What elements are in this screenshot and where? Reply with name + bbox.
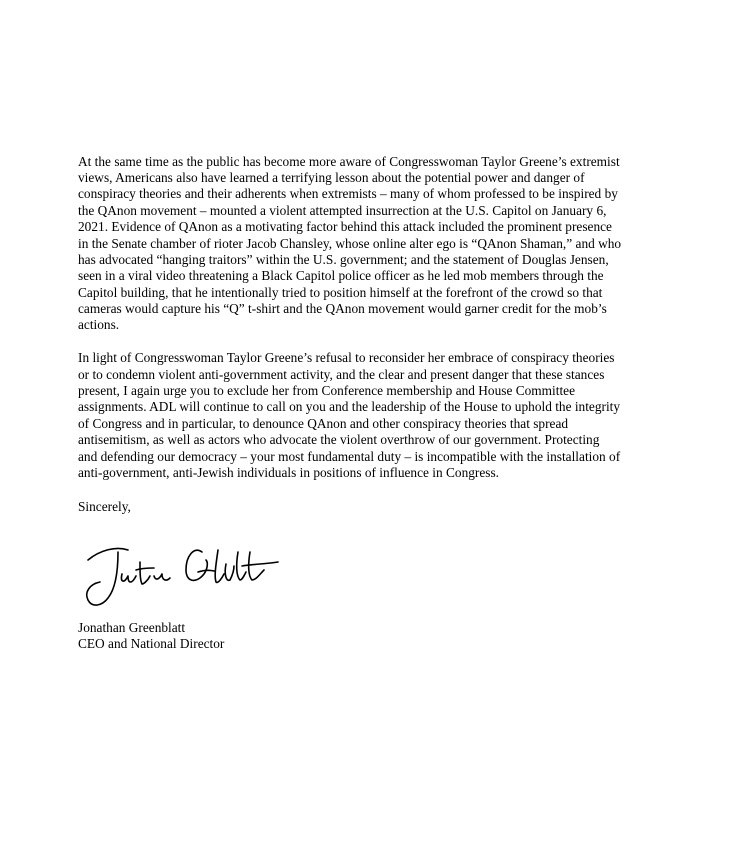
- paragraph-line: assignments. ADL will continue to call on you and the leadership of the House to uphold the integrity: [78, 399, 621, 414]
- paragraph-line: of Congress and in particular, to denounce QAnon and other conspiracy theories that spread: [78, 416, 569, 431]
- closing-salutation: Sincerely,: [78, 499, 131, 514]
- paragraph-line: anti-government, anti-Jewish individuals in positions of influence in Congress.: [78, 465, 500, 480]
- paragraph-line: has advocated “hanging traitors” within the U.S. government; and the statement of Douglas Jensen,: [78, 252, 609, 267]
- paragraph-line: At the same time as the public has become more aware of Congresswoman Taylor Greene’s extremist: [78, 154, 620, 169]
- handwritten-signature-icon: [82, 540, 287, 612]
- paragraph-line: conspiracy theories and their adherents when extremists – many of whom professed to be inspired by: [78, 186, 618, 201]
- paragraph-line: cameras would capture his “Q” t-shirt and the QAnon movement would garner credit for the mob’s: [78, 301, 607, 316]
- paragraph-line: and defending our democracy – your most fundamental duty – is incompatible with the installation of: [78, 449, 621, 464]
- paragraph-line: present, I again urge you to exclude her from Conference membership and House Committee: [78, 383, 576, 398]
- signer-title: CEO and National Director: [78, 636, 225, 651]
- paragraph-line: antisemitism, as well as actors who advocate the violent overthrow of our government. Protecting: [78, 432, 600, 447]
- paragraph-line: actions.: [78, 317, 120, 332]
- paragraph-line: views, Americans also have learned a terrifying lesson about the potential power and danger of: [78, 170, 585, 185]
- paragraph-line: the QAnon movement – mounted a violent attempted insurrection at the U.S. Capitol on January 6,: [78, 203, 607, 218]
- paragraph-line: Capitol building, that he intentionally tried to position himself at the forefront of the crowd so that: [78, 285, 603, 300]
- paragraph-line: seen in a viral video threatening a Black Capitol police officer as he led mob members through the: [78, 268, 604, 283]
- paragraph-line: in the Senate chamber of rioter Jacob Chansley, whose online alter ego is “QAnon Shaman,” and who: [78, 236, 622, 251]
- paragraph-line: In light of Congresswoman Taylor Greene’s refusal to reconsider her embrace of conspiracy theories: [78, 350, 615, 365]
- paragraph-line: 2021. Evidence of QAnon as a motivating factor behind this attack included the prominent presence: [78, 219, 612, 234]
- signer-name: Jonathan Greenblatt: [78, 620, 186, 635]
- paragraph-line: or to condemn violent anti-government activity, and the clear and present danger that these stances: [78, 367, 605, 382]
